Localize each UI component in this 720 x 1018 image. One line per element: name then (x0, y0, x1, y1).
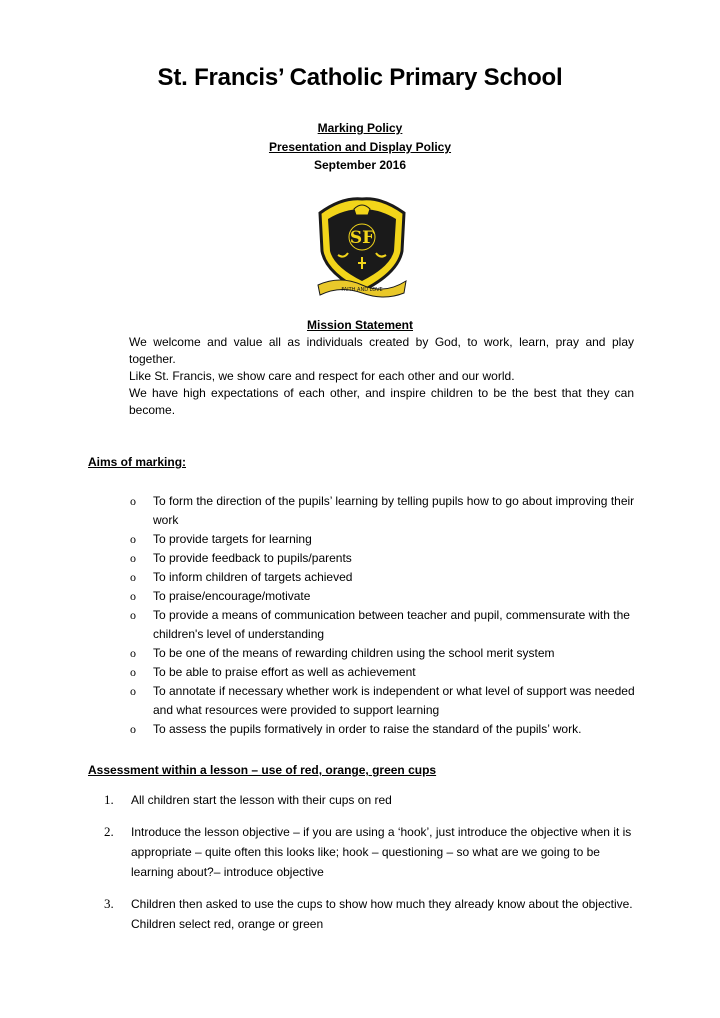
bullet-icon: o (130, 551, 136, 565)
step-text: Children then asked to use the cups to show how much they already know about the objective. Children select red, orange or green (131, 897, 633, 931)
list-item: o To assess the pupils formatively in order to raise the standard of the pupils’ work. (130, 720, 650, 739)
mission-statement (129, 334, 634, 419)
list-item: o To provide targets for learning (130, 530, 650, 549)
step-text: Introduce the lesson objective – if you are using a ‘hook’, just introduce the objective when it is appropriate – quite often this looks like; hook – questioning – so what are we going to be learning about?– introduce objective (131, 825, 632, 879)
bullet-icon: o (130, 684, 136, 698)
mission-paragraph: We have high expectations of each other, and inspire children to be the best that they can become. (129, 386, 634, 417)
mission-title: Mission Statement (306, 318, 414, 332)
list-item: o To form the direction of the pupils’ learning by telling pupils how to go about improving their work (130, 494, 635, 527)
bullet-icon: o (130, 570, 136, 584)
list-item: o To be able to praise effort as well as achievement (130, 663, 650, 682)
step-text: All children start the lesson with their cups on red (131, 793, 392, 807)
bullet-icon: o (130, 646, 136, 660)
bullet-icon: o (130, 532, 136, 546)
step-number: 1. (104, 792, 114, 807)
list-item: o To provide a means of communication between teacher and pupil, commensurate with the children's level of understanding (130, 608, 630, 641)
crest-initials: SF (349, 228, 375, 248)
step-number: 2. (104, 824, 114, 839)
list-item: o To provide feedback to pupils/parents (130, 549, 650, 568)
bullet-icon: o (130, 589, 136, 603)
mission-paragraph: Like St. Francis, we show care and respect for each other and our world. (129, 369, 515, 383)
aims-heading: Aims of marking: (88, 455, 187, 469)
step-number: 3. (104, 896, 114, 911)
list-item: o To annotate if necessary whether work is independent or what level of support was needed and what resources were provided to support learning (130, 684, 635, 717)
list-item (104, 894, 644, 934)
policy-subtitle: Presentation and Display Policy (268, 140, 452, 154)
list-item: o To inform children of targets achieved (130, 568, 650, 587)
bullet-icon: o (130, 722, 136, 736)
bullet-icon: o (130, 608, 136, 622)
aims-list (130, 492, 650, 739)
school-crest-logo (314, 195, 410, 301)
policy-title: Marking Policy (317, 121, 403, 135)
assessment-steps (104, 790, 644, 946)
list-item: o To praise/encourage/motivate (130, 587, 650, 606)
bullet-icon: o (130, 494, 136, 508)
policy-date: September 2016 (313, 158, 407, 172)
list-item (104, 790, 644, 810)
crest-motto: FAITH AND LOVE (341, 287, 383, 293)
mission-paragraph: We welcome and value all as individuals created by God, to work, learn, pray and play together. (129, 335, 634, 366)
list-item (104, 822, 644, 882)
list-item: o To be one of the means of rewarding children using the school merit system (130, 644, 650, 663)
bullet-icon: o (130, 665, 136, 679)
school-name: St. Francis’ Catholic Primary School (157, 64, 563, 91)
assessment-heading: Assessment within a lesson – use of red, orange, green cups (88, 763, 437, 777)
